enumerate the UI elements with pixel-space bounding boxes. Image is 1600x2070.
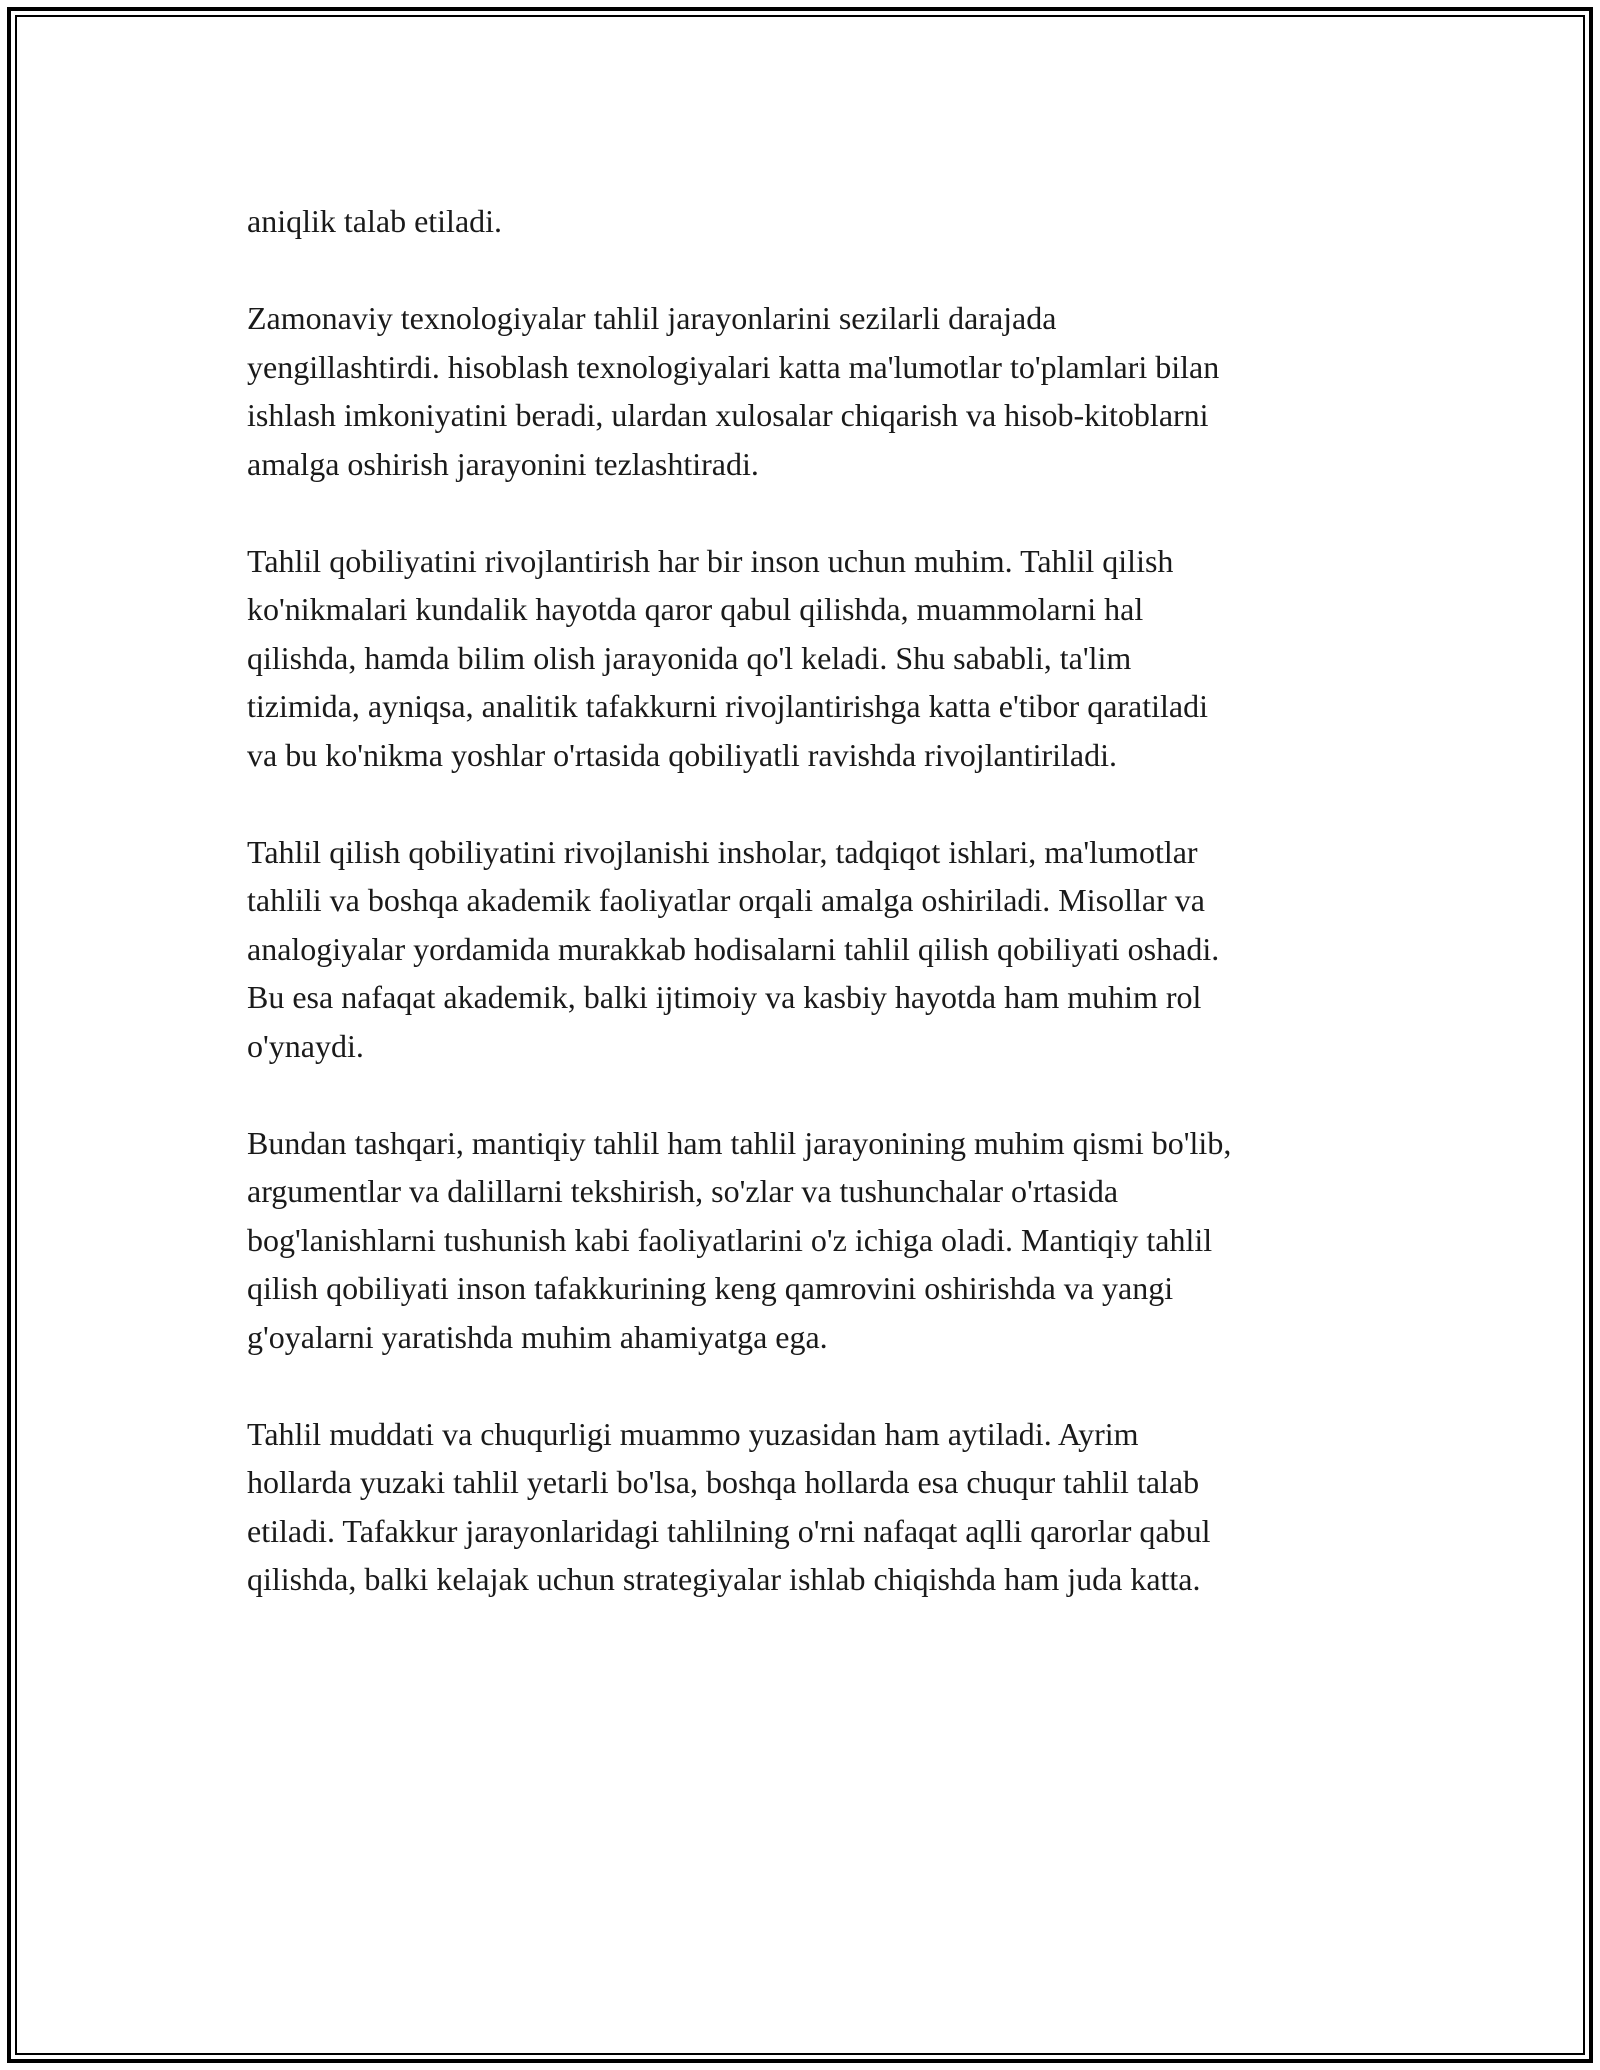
text-line: yengillashtirdi. hisoblash texnologiyalari katta ma'lumotlar to'plamlari bilan: [247, 348, 1220, 385]
text-line: ko'nikmalari kundalik hayotda qaror qabul qilishda, muammolarni hal: [247, 591, 1144, 627]
document-body: [247, 197, 1387, 1652]
paragraph: [247, 294, 1387, 488]
text-line: tizimida, ayniqsa, analitik tafakkurni rivojlantirishga katta e'tibor qaratiladi: [247, 688, 1209, 724]
paragraph: [247, 197, 1387, 246]
text-line: argumentlar va dalillarni tekshirish, so'zlar va tushunchalar o'rtasida: [247, 1173, 1119, 1209]
text-line: o'ynaydi.: [247, 1027, 364, 1064]
text-line: bog'lanishlarni tushunish kabi faoliyatlarini o'z ichiga oladi. Mantiqiy tahlil: [247, 1221, 1213, 1258]
text-line: Tahlil muddati va chuqurligi muammo yuzasidan ham aytiladi. Ayrim: [247, 1415, 1139, 1452]
text-line: Tahlil qilish qobiliyatini rivojlanishi insholar, tadqiqot ishlari, ma'lumotlar: [247, 833, 1198, 870]
paragraph: [247, 537, 1387, 780]
text-line: Bundan tashqari, mantiqiy tahlil ham tahlil jarayonining muhim qismi bo'lib,: [247, 1124, 1232, 1161]
text-line: analogiyalar yordamida murakkab hodisalarni tahlil qilish qobiliyati oshadi.: [247, 930, 1220, 967]
text-line: qilishda, balki kelajak uchun strategiyalar ishlab chiqishda ham juda katta.: [247, 1561, 1201, 1597]
text-line: qilish qobiliyati inson tafakkurining keng qamrovini oshirishda va yangi: [247, 1270, 1174, 1306]
text-line: Zamonaviy texnologiyalar tahlil jarayonlarini sezilarli darajada: [247, 300, 1057, 336]
text-line: amalga oshirish jarayonini tezlashtiradi.: [247, 445, 759, 482]
text-line: tahlili va boshqa akademik faoliyatlar orqali amalga oshiriladi. Misollar va: [247, 882, 1205, 918]
text-line: aniqlik talab etiladi.: [247, 203, 503, 239]
text-line: Bu esa nafaqat akademik, balki ijtimoiy va kasbiy hayotda ham muhim rol: [247, 979, 1202, 1015]
paragraph: [247, 1119, 1387, 1362]
text-line: g'oyalarni yaratishda muhim ahamiyatga ega.: [247, 1318, 828, 1355]
paragraph: [247, 1410, 1387, 1604]
text-line: Tahlil qobiliyatini rivojlantirish har bir inson uchun muhim. Tahlil qilish: [247, 542, 1174, 579]
text-line: hollarda yuzaki tahlil yetarli bo'lsa, boshqa hollarda esa chuqur tahlil talab: [247, 1464, 1200, 1500]
text-line: va bu ko'nikma yoshlar o'rtasida qobiliyatli ravishda rivojlantiriladi.: [247, 736, 1118, 773]
paragraph: [247, 828, 1387, 1071]
page-frame: [7, 7, 1593, 2063]
text-line: ishlash imkoniyatini beradi, ulardan xulosalar chiqarish va hisob-kitoblarni: [247, 397, 1209, 433]
text-line: qilishda, hamda bilim olish jarayonida qo'l keladi. Shu sababli, ta'lim: [247, 639, 1132, 676]
text-line: etiladi. Tafakkur jarayonlaridagi tahlilning o'rni nafaqat aqlli qarorlar qabul: [247, 1512, 1211, 1549]
